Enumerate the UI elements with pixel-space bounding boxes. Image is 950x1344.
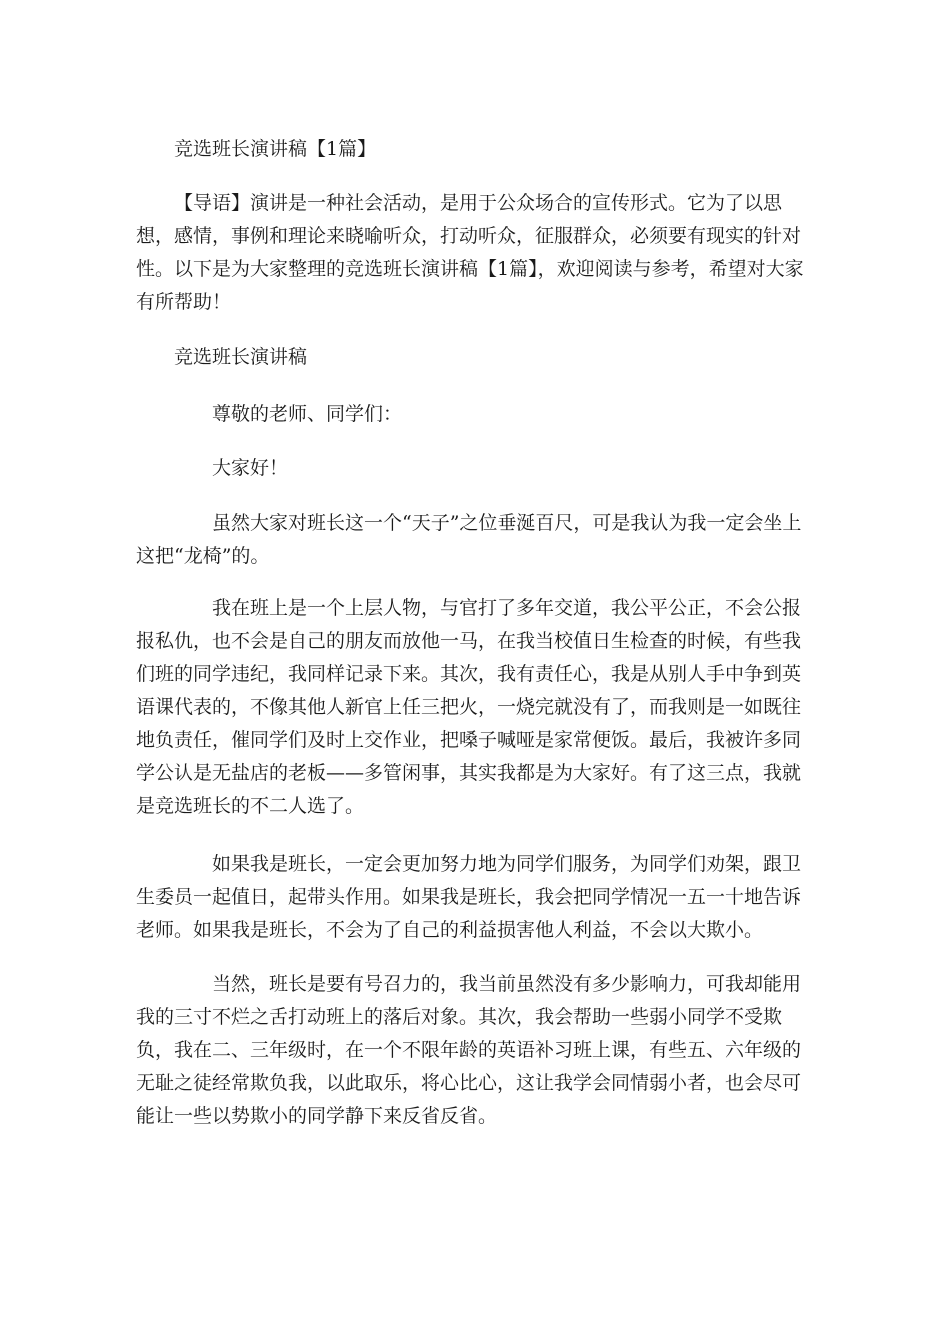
body-paragraph-1: 虽然大家对班长这一个“天子”之位垂涎百尺，可是我认为我一定会坐上这把“龙椅”的。 [136,512,802,567]
body-paragraph-2: 我在班上是一个上层人物，与官打了多年交道，我公平公正，不会公报报私仇，也不会是自己的朋友而放他一马，在我当校值日生检查的时候，有些我们班的同学违纪，我同样记录下来。其次，我有责任心，我是从别人手中争到英语课代表的，不像其他人新官上任三把火，一烧完就没有了，而我则是一如既往地负责任，催同学们及时上交作业，把嗓子喊哑是家常便饭。最后，我被许多同学公认是无盐店的老板——多管闲事，其实我都是为大家好。有了这三点，我就是竞选班长的不二人选了。 [136,597,802,817]
greeting: 大家好！ [212,457,289,479]
document-title: 竞选班长演讲稿【1篇】 [174,138,377,160]
speech-subtitle: 竞选班长演讲稿 [174,346,308,368]
body-paragraph-3: 如果我是班长，一定会更加努力地为同学们服务，为同学们劝架，跟卫生委员一起值日，起带头作用。如果我是班长，我会把同学情况一五一十地告诉老师。如果我是班长，不会为了自己的利益损害他人利益，不会以大欺小。 [136,853,802,941]
body-paragraph-4: 当然，班长是要有号召力的，我当前虽然没有多少影响力，可我却能用我的三寸不烂之舌打动班上的落后对象。其次，我会帮助一些弱小同学不受欺负，我在二、三年级时，在一个不限年龄的英语补习班上课，有些五、六年级的无耻之徒经常欺负我，以此取乐，将心比心，这让我学会同情弱小者，也会尽可能让一些以势欺小的同学静下来反省反省。 [136,973,802,1127]
salutation: 尊敬的老师、同学们： [212,403,403,425]
intro-paragraph: 【导语】演讲是一种社会活动，是用于公众场合的宣传形式。它为了以思想，感情，事例和理论来晓喻听众，打动听众，征服群众，必须要有现实的针对性。以下是为大家整理的竞选班长演讲稿【1篇】，欢迎阅读与参考，希望对大家有所帮助！ [136,192,804,313]
